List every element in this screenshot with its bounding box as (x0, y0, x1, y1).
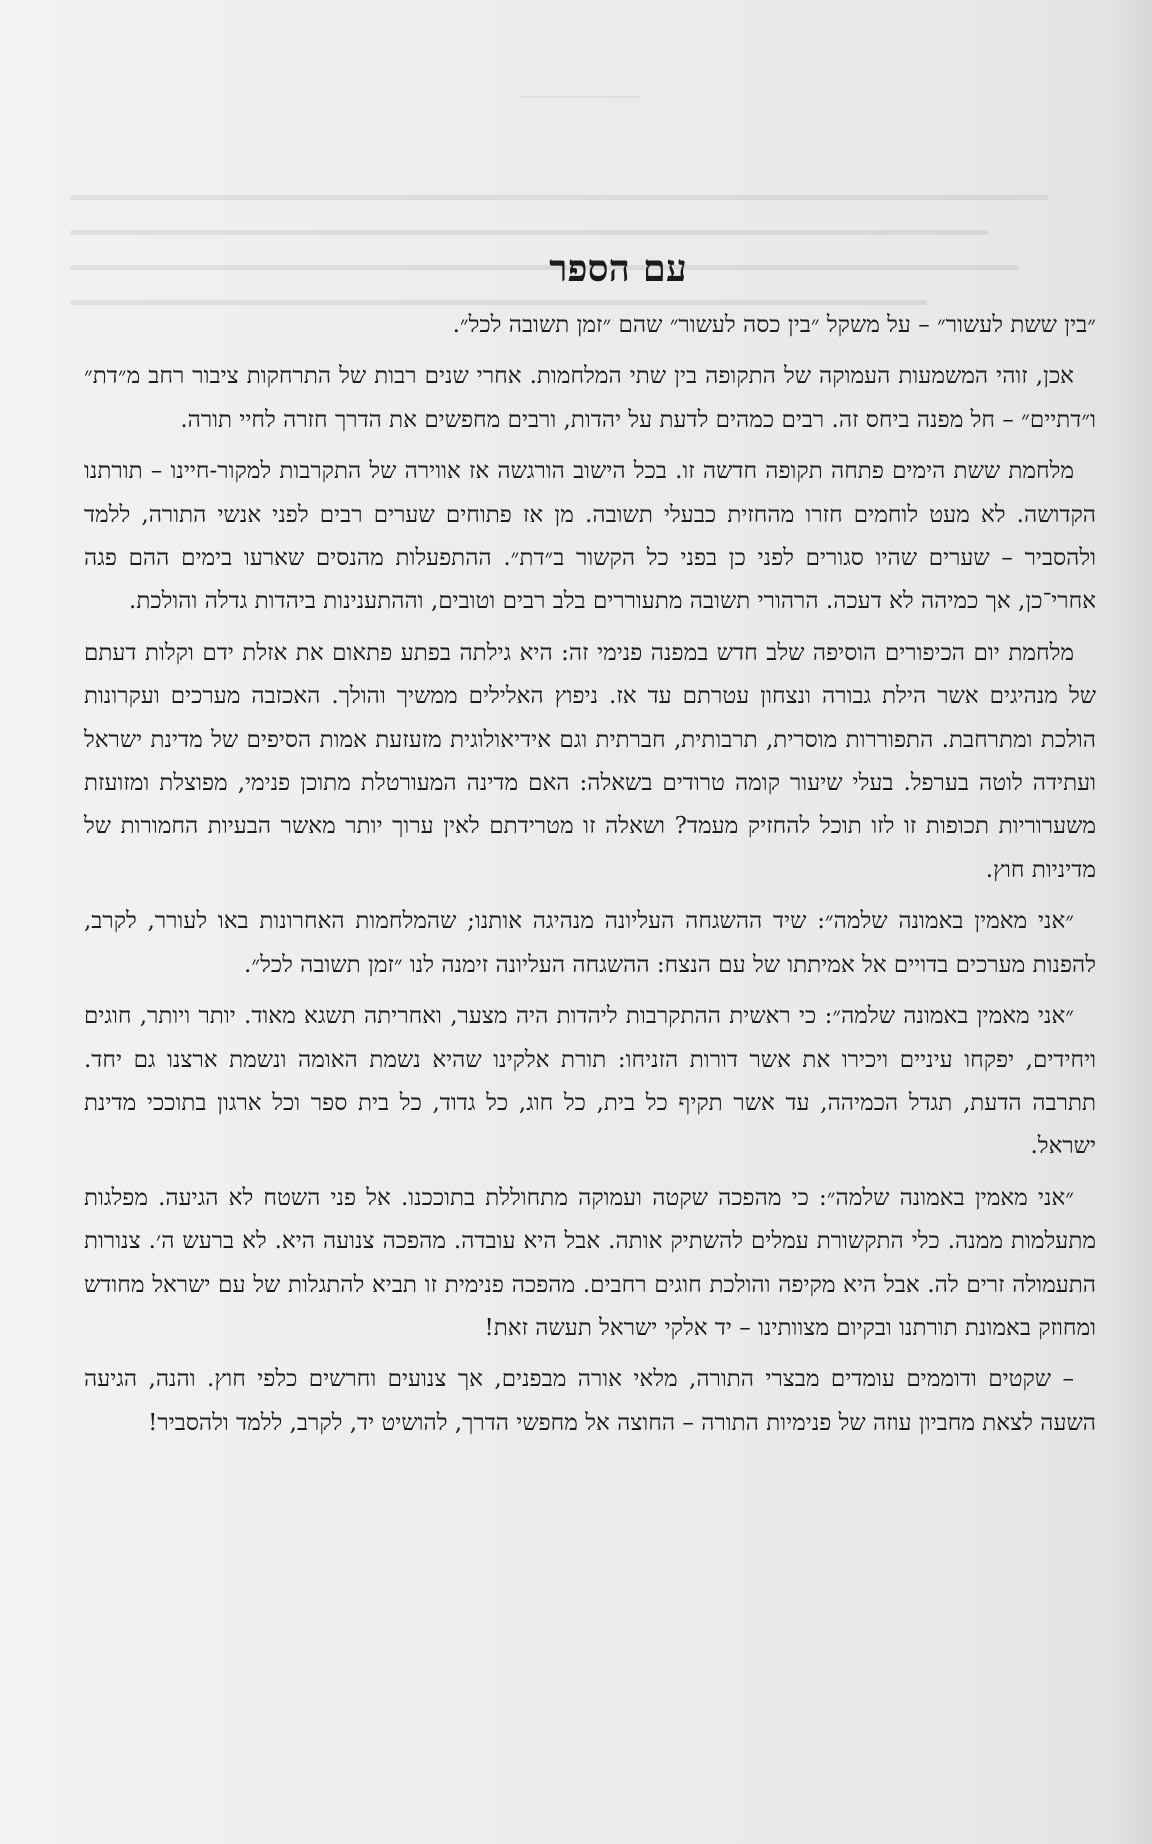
page-title: עם הספר (549, 246, 687, 290)
paragraph-8: – שקטים ודוממים עומדים מבצרי התורה, מלאי אורה מבפנים, אך צנועים וחרשים כלפי חוץ. והנה, הגיעה השעה לצאת מחביון עוזה של פנימיות התורה – החוצה אל מחפשי הדרך, להושיט יד, לקרב, ללמד ולהסביר! (84, 1366, 1096, 1436)
paragraph-1: ״בין ששת לעשור״ – על משקל ״בין כסה לעשור״ שהם ״זמן תשובה לכל״. (452, 312, 1096, 338)
paragraph-3: מלחמת ששת הימים פתחה תקופה חדשה זו. בכל הישוב הורגשה אז אווירה של התקרבות למקור-חיינו – תורתנו הקדושה. לא מעט לוחמים חזרו מהחזית כבעלי תשובה. מן אז פתוחים שערים רבים לפני אנשי התורה, ללמד ולהסביר – שערים שהיו סגורים לפני כן בפני כל הקשור ב״דת״. ההתפעלות מהנסים שארעו בימים ההם פגה אחרי־כן, אך כמיהה לא דעכה. הרהורי תשובה מתעוררים בלב רבים וטובים, וההתענינות ביהדות גדלה והולכת. (84, 458, 1096, 615)
paragraph-6: ״אני מאמין באמונה שלמה״: כי ראשית ההתקרבות ליהדות היה מצער, ואחריתה תשגא מאוד. יותר ויותר, חוגים ויחידים, יפקחו עיניים ויכירו את אשר דורות הזניחו: תורת אלקינו שהיא נשמת האומה ונשמת ארצנו גם יחד. תתרבה הדעת, תגדל הכמיהה, עד אשר תקיף כל בית, כל חוג, כל גדוד, כל בית ספר וכל ארגון בתוככי מדינת ישראל. (84, 1003, 1096, 1160)
paragraph-2: אכן, זוהי המשמעות העמוקה של התקופה בין שתי המלחמות. אחרי שנים רבות של התרחקות ציבור רחב מ״דת״ ו״דתיים״ – חל מפנה ביחס זה. רבים כמהים לדעת על יהדות, ורבים מחפשים את הדרך חזרה לחיי תורה. (84, 363, 1096, 433)
paragraph-7: ״אני מאמין באמונה שלמה״: כי מהפכה שקטה ועמוקה מתחוללת בתוככנו. אל פני השטח לא הגיעה. מפלגות מתעלמות ממנה. כלי התקשורת עמלים להשתיק אותה. אבל היא עובדה. מהפכה צנועה היא. לא ברעש ה׳. צנורות התעמולה זרים לה. אבל היא מקיפה והולכת חוגים רחבים. מהפכה פנימית זו תביא להתגלות של עם ישראל מחודש ומחוזק באמונת תורתנו ובקיום מצוותינו – יד אלקי ישראל תעשה זאת! (84, 1184, 1096, 1341)
faint-running-header (520, 96, 640, 98)
paragraph-5: ״אני מאמין באמונה שלמה״: שיד ההשגחה העליונה מנהיגה אותנו; שהמלחמות האחרונות באו לעורר, לקרב, להפנות מערכים בדויים אל אמיתתו של עם הנצח: ההשגחה העליונה זימנה לנו ״זמן תשובה לכל״. (84, 908, 1096, 978)
page-text (84, 244, 1096, 1453)
paragraph-4: מלחמת יום הכיפורים הוסיפה שלב חדש במפנה פנימי זה: היא גילתה בפתע פתאום את אזלת ידם וקלות דעתם של מנהיגים אשר הילת גבורה ונצחון עטרתם עד אז. ניפוץ האלילים ממשיך והולך. האכזבה מערכים ועקרונות הולכת ומתרחבת. התפוררות מוסרית, תרבותית, חברתית וגם אידיאולוגית מזעזעת אמות הסיפים של מדינת ישראל ועתידה לוטה בערפל. בעלי שיעור קומה טרודים בשאלה: האם מדינה המעורטלת מתוכן פנימי, מפוצלת ומזועזת משערוריות תכופות זו לזו תוכל להחזיק מעמד? ושאלה זו מטרידתם לאין ערוך יותר מאשר הבעיות החמורות של מדיניות חוץ. (84, 639, 1096, 883)
